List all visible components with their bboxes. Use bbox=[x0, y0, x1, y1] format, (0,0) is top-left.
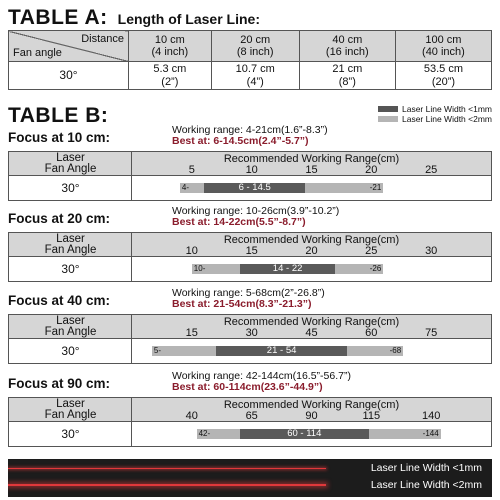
range-tick: 75 bbox=[425, 327, 438, 339]
fan-angle-column bbox=[9, 398, 132, 446]
corner-distance-label: Distance bbox=[81, 33, 124, 45]
focus-header bbox=[8, 288, 492, 314]
range-info bbox=[172, 125, 328, 147]
thick-laser-beam bbox=[8, 484, 326, 486]
table-a-row bbox=[9, 62, 492, 90]
recommended-range-header: Recommended Working Range(cm) bbox=[223, 153, 400, 165]
line-length-cell: 53.5 cm (20”) bbox=[395, 62, 491, 90]
best-at-text: Best at: 60-114cm(23.6”-44.9”) bbox=[172, 381, 323, 393]
range-tick: 20 bbox=[305, 245, 318, 257]
line-length-cell: 5.3 cm (2”) bbox=[129, 62, 212, 90]
legend bbox=[378, 104, 492, 124]
laser-fan-angle-label: Laser Fan Angle bbox=[44, 233, 97, 256]
range-tick: 115 bbox=[362, 410, 381, 422]
fan-angle-column bbox=[9, 315, 132, 363]
range-tick: 15 bbox=[305, 164, 318, 176]
range-tick: 20 bbox=[365, 164, 378, 176]
legend-item bbox=[378, 114, 492, 124]
table-a-header-row bbox=[9, 31, 492, 62]
recommended-range-header: Recommended Working Range(cm) bbox=[223, 234, 400, 246]
laser-fan-angle-label: Laser Fan Angle bbox=[44, 152, 97, 175]
legend-swatch-light bbox=[378, 116, 398, 122]
fan-angle-value: 30° bbox=[9, 62, 129, 90]
focus-header bbox=[8, 206, 492, 232]
range-table bbox=[8, 232, 492, 282]
focus-section bbox=[8, 125, 492, 201]
range-min-label: 10- bbox=[193, 264, 206, 273]
best-range-label: 21 - 54 bbox=[266, 345, 297, 356]
thin-laser-beam bbox=[8, 468, 326, 469]
table-a-corner-cell bbox=[9, 31, 129, 62]
recommended-range-header: Recommended Working Range(cm) bbox=[223, 399, 400, 411]
focus-section bbox=[8, 371, 492, 447]
fan-angle-value: 30° bbox=[61, 427, 80, 441]
distance-header: 100 cm (40 inch) bbox=[395, 31, 491, 62]
focus-label: Focus at 40 cm: bbox=[8, 293, 111, 308]
range-bar-area bbox=[132, 423, 491, 446]
range-tick: 45 bbox=[305, 327, 318, 339]
fan-angle-column bbox=[9, 233, 132, 281]
range-min-label: 42- bbox=[198, 429, 211, 438]
range-bar-area bbox=[132, 177, 491, 200]
range-info bbox=[172, 288, 325, 310]
range-tick: 10 bbox=[245, 164, 258, 176]
focus-section bbox=[8, 206, 492, 282]
range-ticks bbox=[132, 245, 491, 257]
fan-angle-value: 30° bbox=[61, 262, 80, 276]
laser-line-photo bbox=[8, 459, 492, 497]
focus-header bbox=[8, 125, 492, 151]
corner-fan-angle-label: Fan angle bbox=[13, 46, 62, 59]
working-range-text: Working range: 5-68cm(2”-26.8”) bbox=[172, 287, 325, 299]
range-info bbox=[172, 206, 339, 228]
focus-section bbox=[8, 288, 492, 364]
fan-angle-column bbox=[9, 152, 132, 200]
range-tick: 10 bbox=[185, 245, 198, 257]
range-table bbox=[8, 397, 492, 447]
legend-item bbox=[378, 104, 492, 114]
working-range-text: Working range: 10-26cm(3.9”-10.2”) bbox=[172, 205, 340, 217]
laser-fan-angle-label: Laser Fan Angle bbox=[44, 315, 97, 338]
range-info bbox=[172, 371, 351, 393]
range-ticks bbox=[132, 410, 491, 422]
table-a bbox=[8, 30, 492, 90]
range-min-label: 4- bbox=[181, 183, 190, 192]
working-range-text: Working range: 4-21cm(1.6”-8.3”) bbox=[172, 124, 328, 136]
range-max-label: -21 bbox=[369, 183, 382, 192]
range-tick: 65 bbox=[245, 410, 258, 422]
range-ticks bbox=[132, 164, 491, 176]
best-range-label: 60 - 114 bbox=[287, 428, 322, 439]
focus-label: Focus at 20 cm: bbox=[8, 211, 111, 226]
legend-swatch-dark bbox=[378, 106, 398, 112]
range-tick: 30 bbox=[425, 245, 438, 257]
best-at-text: Best at: 14-22cm(5.5”-8.7”) bbox=[172, 216, 306, 228]
fan-angle-value: 30° bbox=[61, 344, 80, 358]
photo-label-thick: Laser Line Width <2mm bbox=[370, 479, 482, 491]
range-tick: 15 bbox=[245, 245, 258, 257]
best-at-text: Best at: 6-14.5cm(2.4”-5.7”) bbox=[172, 135, 309, 147]
range-tick: 15 bbox=[185, 327, 198, 339]
range-min-label: 5- bbox=[153, 346, 162, 355]
legend-label: Laser Line Width <1mm bbox=[402, 104, 492, 114]
range-tick: 30 bbox=[245, 327, 258, 339]
range-tick: 140 bbox=[422, 410, 441, 422]
focus-label: Focus at 90 cm: bbox=[8, 376, 111, 391]
fan-angle-value: 30° bbox=[61, 181, 80, 195]
range-tick: 25 bbox=[365, 245, 378, 257]
distance-header: 20 cm (8 inch) bbox=[211, 31, 299, 62]
focus-header bbox=[8, 371, 492, 397]
range-tick: 60 bbox=[365, 327, 378, 339]
distance-header: 10 cm (4 inch) bbox=[129, 31, 212, 62]
recommended-range-header: Recommended Working Range(cm) bbox=[223, 316, 400, 328]
laser-fan-angle-label: Laser Fan Angle bbox=[44, 398, 97, 421]
range-table bbox=[8, 314, 492, 364]
table-a-subtitle: Length of Laser Line: bbox=[117, 11, 260, 27]
distance-header: 40 cm (16 inch) bbox=[299, 31, 395, 62]
range-tick: 40 bbox=[185, 410, 198, 422]
best-range-label: 6 - 14.5 bbox=[238, 182, 271, 193]
table-b-title: TABLE B: bbox=[8, 104, 109, 127]
best-at-text: Best at: 21-54cm(8.3”-21.3”) bbox=[172, 298, 312, 310]
range-bar-area bbox=[132, 258, 491, 281]
focus-label: Focus at 10 cm: bbox=[8, 130, 111, 145]
range-tick: 5 bbox=[188, 164, 195, 176]
line-length-cell: 10.7 cm (4”) bbox=[211, 62, 299, 90]
range-table bbox=[8, 151, 492, 201]
range-tick: 25 bbox=[425, 164, 438, 176]
range-max-label: -144 bbox=[422, 429, 439, 438]
range-tick: 90 bbox=[305, 410, 318, 422]
table-a-heading bbox=[8, 6, 260, 28]
range-bar-area bbox=[132, 340, 491, 363]
best-range-label: 14 - 22 bbox=[272, 263, 303, 274]
range-ticks bbox=[132, 327, 491, 339]
photo-label-thin: Laser Line Width <1mm bbox=[370, 462, 482, 474]
legend-label: Laser Line Width <2mm bbox=[402, 114, 492, 124]
range-max-label: -68 bbox=[389, 346, 402, 355]
range-max-label: -26 bbox=[369, 264, 382, 273]
table-a-title: TABLE A: bbox=[8, 6, 108, 29]
line-length-cell: 21 cm (8”) bbox=[299, 62, 395, 90]
working-range-text: Working range: 42-144cm(16.5”-56.7”) bbox=[172, 370, 351, 382]
